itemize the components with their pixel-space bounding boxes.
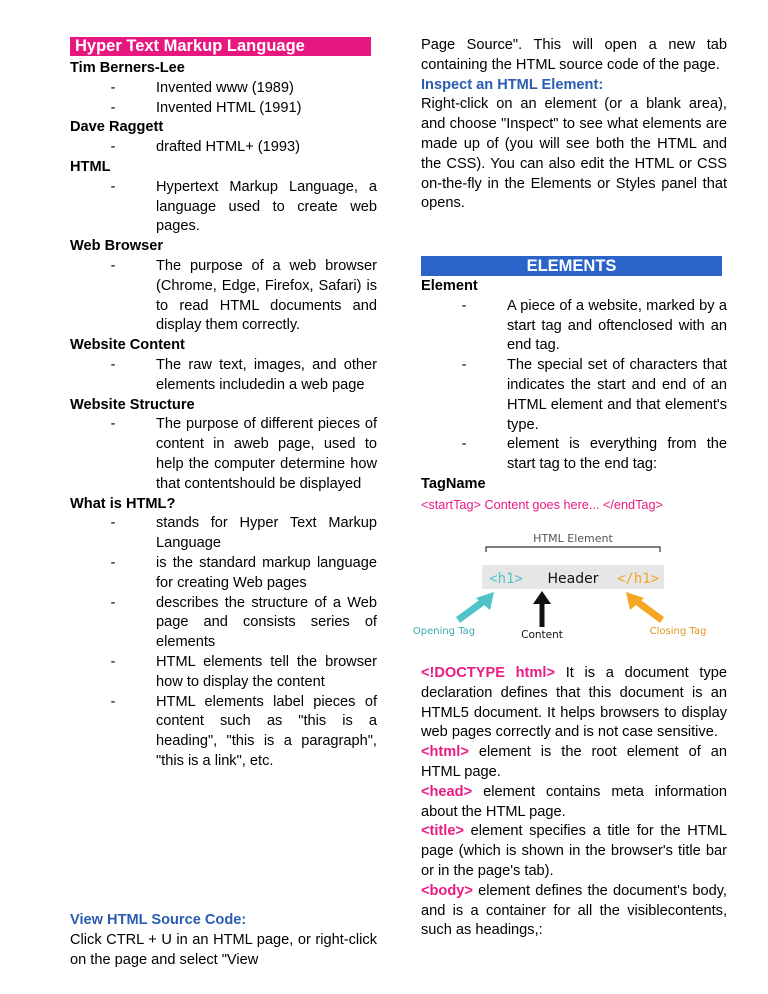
list-item: - Hypertext Markup Language, a language used to create web pages. <box>110 178 377 235</box>
element-block <box>421 277 727 515</box>
view-source-text: Click CTRL + U in an HTML page, or right-click on the page and select "View <box>70 931 377 968</box>
heading-what-is-html: What is HTML? <box>70 495 176 512</box>
view-source-continued: Page Source". This will open a new tab containing the HTML source code of the page. <box>421 37 727 73</box>
arrow-close-icon <box>626 592 662 620</box>
heading-website-content: Website Content <box>70 337 185 354</box>
diagram-svg <box>412 528 715 648</box>
section-title-elements: ELEMENTS <box>421 256 722 276</box>
view-source-block <box>70 911 377 970</box>
list-item: - The special set of characters that indicates the start and end of an HTML element and that element's type. <box>461 357 727 433</box>
list-item: - Invented HTML (1991) <box>110 99 302 116</box>
tagname-example: <startTag> Content goes here... </endTag> <box>421 497 663 512</box>
list-item: - HTML elements label pieces of content such as "this is a heading", "this is a paragraph", "this is a link", etc. <box>110 693 377 769</box>
heading-web-browser: Web Browser <box>70 238 163 255</box>
html-element-diagram <box>412 528 715 648</box>
inspect-text: Right-click on an element (or a blank area), and choose "Inspect" to see what elements are made up of (you will see both the HTML and the CSS). You can also edit the HTML or CSS on-the-fly in the Elements or Styles panel that opens. <box>421 96 727 212</box>
list-item: - describes the structure of a Web page and consists series of elements <box>110 594 377 651</box>
diagram-label-html-element: HTML Element <box>533 532 613 545</box>
left-column <box>70 59 377 772</box>
heading-tagname: TagName <box>421 475 486 492</box>
list-item: - Invented www (1989) <box>110 79 294 96</box>
list-item: - element is everything from the start tag to the end tag: <box>461 436 727 473</box>
list-item: - The raw text, images, and other elements includedin a web page <box>110 356 377 393</box>
list-item: - is the standard markup language for creating Web pages <box>110 554 377 591</box>
definitions-block <box>421 664 727 941</box>
diagram-content: Header <box>547 571 599 587</box>
definition-head: <head> element contains meta information about the HTML page. <box>421 783 727 820</box>
heading-dave-raggett: Dave Raggett <box>70 119 164 136</box>
heading-website-structure: Website Structure <box>70 396 195 413</box>
diagram-label-closing-tag: Closing Tag <box>649 626 707 637</box>
arrow-open-icon <box>458 592 494 620</box>
diagram-label-content: Content <box>521 629 563 641</box>
definition-doctype: <!DOCTYPE html> It is a document type declaration defines that this document is an HTML5 document. It helps browsers to display web pages correctly and is not case sensitive. <box>421 665 728 741</box>
definition-title: <title> element specifies a title for the HTML page (which is shown in the browser's title bar or in the page's tab). <box>421 823 727 879</box>
list-item: - HTML elements tell the browser how to display the content <box>110 653 377 690</box>
heading-element: Element <box>421 278 478 294</box>
definition-body: <body> element defines the document's body, and is a container for all the visiblecontents, such as headings,: <box>421 882 727 939</box>
diagram-bracket <box>486 547 660 552</box>
diagram-close-tag: </h1> <box>616 571 660 587</box>
section-title-html: Hyper Text Markup Language <box>70 37 371 56</box>
list-item: - A piece of a website, marked by a start tag and oftenclosed with an end tag. <box>461 297 727 354</box>
list-item: - The purpose of different pieces of content in aweb page, used to help the computer determine how that contentshould be displayed <box>110 416 377 492</box>
list-item: - stands for Hyper Text Markup Language <box>110 515 377 552</box>
list-item: - The purpose of a web browser (Chrome, Edge, Firefox, Safari) is to read HTML documents and display them correctly. <box>110 257 377 334</box>
right-top-block <box>421 36 727 214</box>
diagram-open-tag: <h1> <box>489 571 523 587</box>
definition-html: <html> element is the root element of an HTML page. <box>421 744 727 780</box>
heading-tim-berners-lee: Tim Berners-Lee <box>70 60 185 76</box>
heading-view-source: View HTML Source Code: <box>70 912 247 928</box>
list-item: - drafted HTML+ (1993) <box>110 139 300 156</box>
arrow-content-icon <box>533 591 551 627</box>
heading-inspect-element: Inspect an HTML Element: <box>421 76 604 93</box>
diagram-label-opening-tag: Opening Tag <box>412 626 476 637</box>
heading-html: HTML <box>70 158 111 175</box>
